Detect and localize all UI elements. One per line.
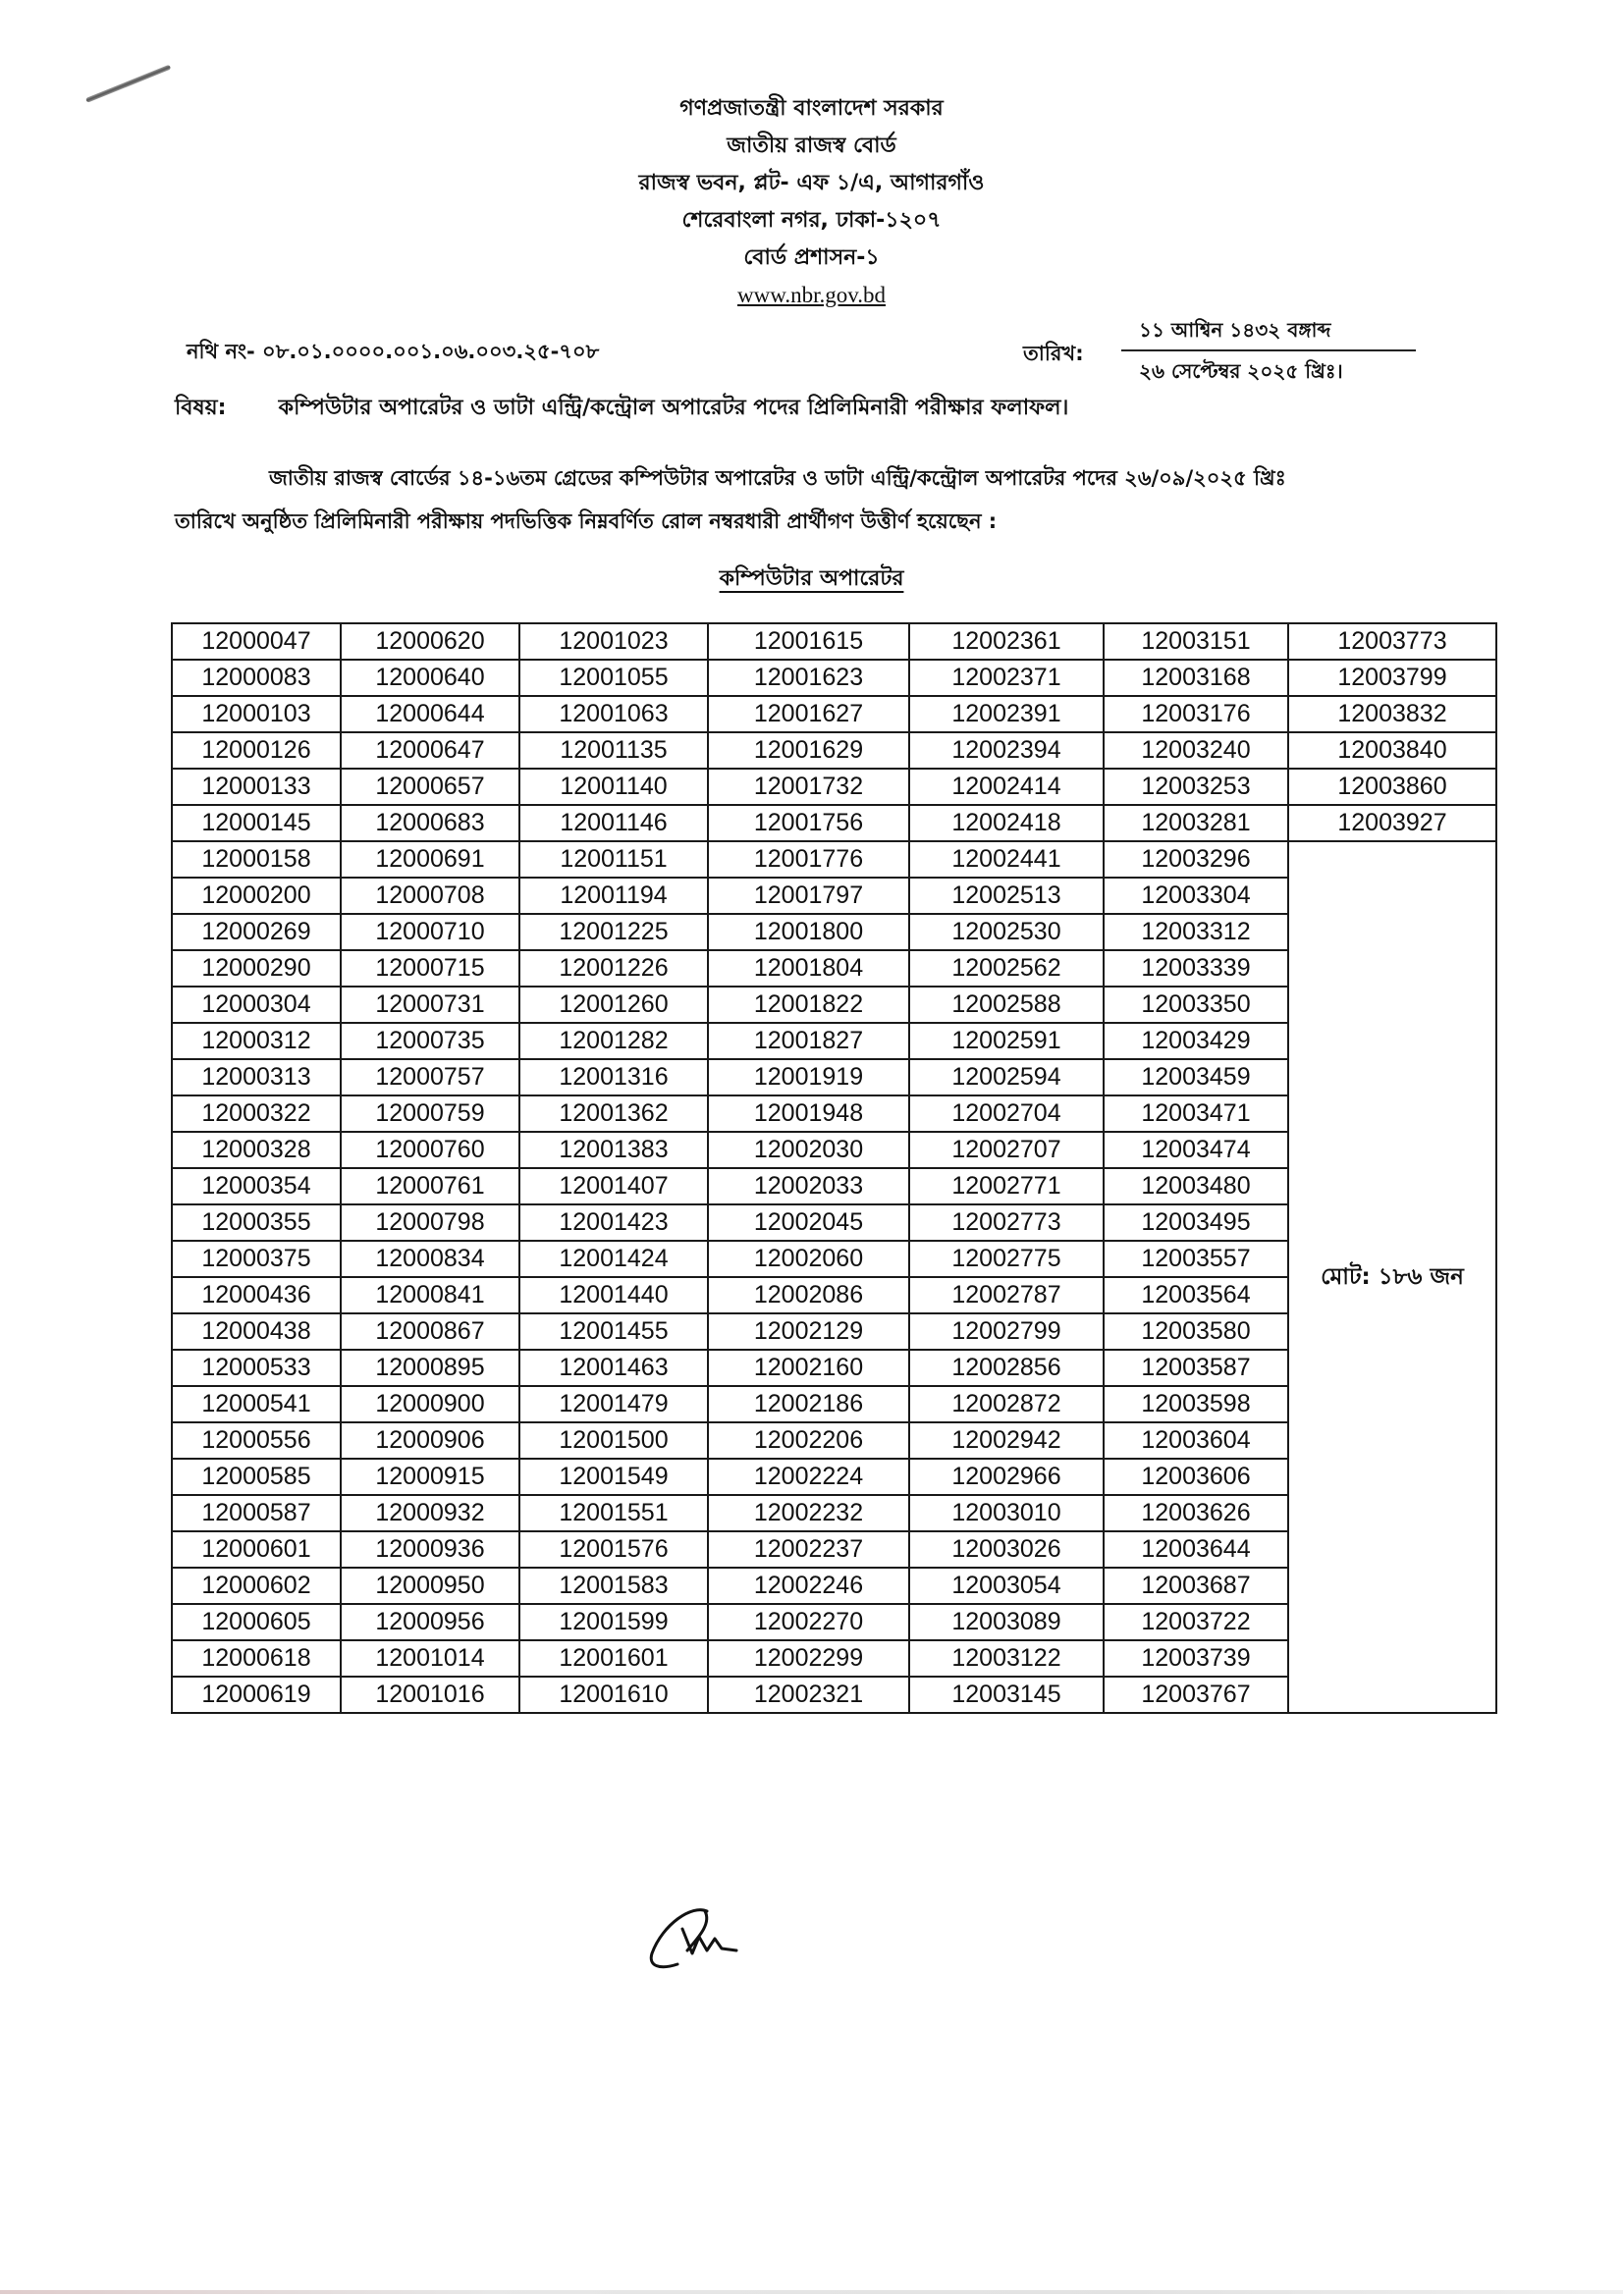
- roll-number-cell: 12003604: [1104, 1422, 1288, 1459]
- roll-number-cell: 12000956: [341, 1604, 519, 1640]
- roll-number-cell: 12001500: [519, 1422, 708, 1459]
- roll-number-cell: 12000313: [172, 1059, 341, 1095]
- roll-number-cell: 12001014: [341, 1640, 519, 1677]
- roll-number-cell: 12000375: [172, 1241, 341, 1277]
- roll-number-cell: 12000618: [172, 1640, 341, 1677]
- table-row: [172, 769, 1496, 805]
- roll-number-cell: 12002246: [708, 1568, 909, 1604]
- roll-number-cell: 12002704: [909, 1095, 1104, 1132]
- roll-number-cell: 12000708: [341, 878, 519, 914]
- roll-number-cell: 12003644: [1104, 1531, 1288, 1568]
- memo-number: নথি নং- ০৮.০১.০০০০.০০১.০৬.০০৩.২৫-৭০৮: [187, 340, 600, 363]
- body-paragraph: [175, 456, 1481, 543]
- roll-number-cell: 12001797: [708, 878, 909, 914]
- roll-number-cell: 12002771: [909, 1168, 1104, 1204]
- roll-number-cell: 12000438: [172, 1313, 341, 1350]
- roll-number-cell: 12002799: [909, 1313, 1104, 1350]
- roll-number-cell: 12001463: [519, 1350, 708, 1386]
- roll-number-cell: 12001627: [708, 696, 909, 732]
- roll-number-cell: 12002441: [909, 841, 1104, 878]
- roll-number-cell: 12001948: [708, 1095, 909, 1132]
- roll-number-cell: 12000640: [341, 660, 519, 696]
- roll-number-cell: 12002773: [909, 1204, 1104, 1241]
- roll-number-cell: 12001194: [519, 878, 708, 914]
- roll-number-cell: 12002418: [909, 805, 1104, 841]
- roll-number-cell: 12000126: [172, 732, 341, 769]
- roll-number-cell: 12001599: [519, 1604, 708, 1640]
- roll-number-cell: 12001016: [341, 1677, 519, 1713]
- roll-number-cell: 12000647: [341, 732, 519, 769]
- roll-number-cell: 12000620: [341, 623, 519, 660]
- roll-number-cell: 12000269: [172, 914, 341, 950]
- roll-number-cell: 12003312: [1104, 914, 1288, 950]
- roll-number-cell: 12000900: [341, 1386, 519, 1422]
- roll-number-cell: 12001146: [519, 805, 708, 841]
- roll-number-cell: 12000585: [172, 1459, 341, 1495]
- roll-number-cell: 12001151: [519, 841, 708, 878]
- roll-number-cell: 12002856: [909, 1350, 1104, 1386]
- table-row: [172, 732, 1496, 769]
- roll-number-cell: 12003471: [1104, 1095, 1288, 1132]
- roll-number-cell: 12000541: [172, 1386, 341, 1422]
- roll-number-cell: 12002186: [708, 1386, 909, 1422]
- roll-number-cell: 12001135: [519, 732, 708, 769]
- roll-number-cell: 12000556: [172, 1422, 341, 1459]
- roll-number-cell: 12002775: [909, 1241, 1104, 1277]
- table-row: [172, 696, 1496, 732]
- roll-number-cell: 12000710: [341, 914, 519, 950]
- roll-number-cell: 12003840: [1288, 732, 1496, 769]
- roll-number-cell: 12000290: [172, 950, 341, 987]
- roll-number-cell: 12002232: [708, 1495, 909, 1531]
- roll-number-cell: 12000605: [172, 1604, 341, 1640]
- roll-number-cell: 12001383: [519, 1132, 708, 1168]
- roll-number-cell: 12000834: [341, 1241, 519, 1277]
- roll-number-cell: 12003474: [1104, 1132, 1288, 1168]
- date-bangla: ১১ আশ্বিন ১৪৩২ বঙ্গাব্দ: [1121, 316, 1416, 351]
- roll-number-cell: 12003054: [909, 1568, 1104, 1604]
- website-link[interactable]: www.nbr.gov.bd: [737, 283, 886, 307]
- roll-number-cell: 12001023: [519, 623, 708, 660]
- roll-number-cell: 12003832: [1288, 696, 1496, 732]
- roll-number-cell: 12002160: [708, 1350, 909, 1386]
- roll-number-cell: 12000757: [341, 1059, 519, 1095]
- roll-number-cell: 12003339: [1104, 950, 1288, 987]
- roll-number-cell: 12000906: [341, 1422, 519, 1459]
- roll-number-cell: 12002033: [708, 1168, 909, 1204]
- roll-number-cell: 12001423: [519, 1204, 708, 1241]
- date-block: [1121, 316, 1416, 390]
- roll-number-cell: 12002045: [708, 1204, 909, 1241]
- roll-number-cell: 12000691: [341, 841, 519, 878]
- roll-number-cell: 12000533: [172, 1350, 341, 1386]
- roll-number-cell: 12000158: [172, 841, 341, 878]
- subject-label: বিষয়:: [175, 396, 227, 420]
- body-line-2: তারিখে অনুষ্ঠিত প্রিলিমিনারী পরীক্ষায় পদভিত্তিক নিম্নবর্ণিত রোল নম্বরধারী প্রার্থীগণ উত্তীর্ণ হয়েছেন :: [175, 509, 998, 533]
- roll-number-cell: 12003240: [1104, 732, 1288, 769]
- roll-number-cell: 12003350: [1104, 987, 1288, 1023]
- roll-number-cell: 12002030: [708, 1132, 909, 1168]
- department-name: বোর্ড প্রশাসন-১: [743, 245, 880, 270]
- roll-number-cell: 12001316: [519, 1059, 708, 1095]
- roll-number-cell: 12000145: [172, 805, 341, 841]
- roll-number-cell: 12001226: [519, 950, 708, 987]
- roll-number-cell: 12001776: [708, 841, 909, 878]
- table-row: [172, 805, 1496, 841]
- roll-number-cell: 12000436: [172, 1277, 341, 1313]
- roll-number-cell: 12002391: [909, 696, 1104, 732]
- roll-number-cell: 12003606: [1104, 1459, 1288, 1495]
- roll-number-cell: 12003122: [909, 1640, 1104, 1677]
- roll-number-cell: 12000950: [341, 1568, 519, 1604]
- roll-number-cell: 12002321: [708, 1677, 909, 1713]
- roll-number-cell: 12001055: [519, 660, 708, 696]
- roll-number-cell: 12003626: [1104, 1495, 1288, 1531]
- roll-number-cell: 12002086: [708, 1277, 909, 1313]
- roll-number-cell: 12000354: [172, 1168, 341, 1204]
- roll-number-cell: 12003557: [1104, 1241, 1288, 1277]
- roll-number-cell: 12000601: [172, 1531, 341, 1568]
- roll-number-cell: 12000915: [341, 1459, 519, 1495]
- roll-number-cell: 12000103: [172, 696, 341, 732]
- roll-number-cell: 12001140: [519, 769, 708, 805]
- roll-number-cell: 12001576: [519, 1531, 708, 1568]
- roll-number-cell: 12003304: [1104, 878, 1288, 914]
- roll-number-cell: 12002942: [909, 1422, 1104, 1459]
- roll-number-cell: 12001479: [519, 1386, 708, 1422]
- roll-number-cell: 12000761: [341, 1168, 519, 1204]
- roll-number-cell: 12002588: [909, 987, 1104, 1023]
- roll-number-cell: 12000047: [172, 623, 341, 660]
- roll-number-cell: 12000731: [341, 987, 519, 1023]
- roll-number-cell: 12002591: [909, 1023, 1104, 1059]
- roll-number-cell: 12002707: [909, 1132, 1104, 1168]
- roll-number-cell: 12000200: [172, 878, 341, 914]
- roll-number-cell: 12002060: [708, 1241, 909, 1277]
- roll-number-cell: 12003281: [1104, 805, 1288, 841]
- roll-number-cell: 12002530: [909, 914, 1104, 950]
- roll-number-cell: 12002513: [909, 878, 1104, 914]
- section-title-text: কম্পিউটার অপারেটর: [719, 566, 904, 591]
- table-row: [172, 660, 1496, 696]
- roll-number-cell: 12003151: [1104, 623, 1288, 660]
- roll-number-cell: 12001732: [708, 769, 909, 805]
- roll-number-cell: 12001756: [708, 805, 909, 841]
- roll-number-cell: 12003459: [1104, 1059, 1288, 1095]
- roll-number-cell: 12003253: [1104, 769, 1288, 805]
- roll-number-cell: 12001440: [519, 1277, 708, 1313]
- roll-number-cell: 12001225: [519, 914, 708, 950]
- roll-number-cell: 12003089: [909, 1604, 1104, 1640]
- roll-number-cell: 12003580: [1104, 1313, 1288, 1350]
- roll-number-cell: 12000328: [172, 1132, 341, 1168]
- roll-number-cell: 12003026: [909, 1531, 1104, 1568]
- roll-number-cell: 12000619: [172, 1677, 341, 1713]
- roll-number-cell: 12001424: [519, 1241, 708, 1277]
- roll-number-cell: 12002371: [909, 660, 1104, 696]
- roll-number-cell: 12000760: [341, 1132, 519, 1168]
- date-label: তারিখ:: [1023, 342, 1084, 365]
- roll-number-cell: 12003168: [1104, 660, 1288, 696]
- roll-number-cell: 12003860: [1288, 769, 1496, 805]
- roll-number-cell: 12000322: [172, 1095, 341, 1132]
- roll-number-cell: 12000304: [172, 987, 341, 1023]
- roll-number-cell: 12000936: [341, 1531, 519, 1568]
- roll-number-cell: 12002787: [909, 1277, 1104, 1313]
- roll-number-cell: 12001455: [519, 1313, 708, 1350]
- roll-number-cell: 12003722: [1104, 1604, 1288, 1640]
- roll-number-cell: 12000355: [172, 1204, 341, 1241]
- roll-number-cell: 12003739: [1104, 1640, 1288, 1677]
- roll-number-cell: 12003587: [1104, 1350, 1288, 1386]
- roll-number-cell: 12002414: [909, 769, 1104, 805]
- table-row: [172, 623, 1496, 660]
- roll-number-cell: 12002562: [909, 950, 1104, 987]
- signature-icon: [638, 1899, 746, 1978]
- body-line-1: জাতীয় রাজস্ব বোর্ডের ১৪-১৬তম গ্রেডের কম্পিউটার অপারেটর ও ডাটা এন্ট্রি/কন্ট্রোল অপারেটর পদের ২৬/০৯/২০২৫ খ্রিঃ: [269, 466, 1286, 490]
- roll-number-cell: 12003773: [1288, 623, 1496, 660]
- roll-number-cell: 12001800: [708, 914, 909, 950]
- roll-number-cell: 12000841: [341, 1277, 519, 1313]
- roll-number-cell: 12000587: [172, 1495, 341, 1531]
- roll-number-cell: 12002206: [708, 1422, 909, 1459]
- scan-edge-line: [0, 2290, 1623, 2294]
- roll-number-cell: 12002872: [909, 1386, 1104, 1422]
- roll-number-cell: 12000715: [341, 950, 519, 987]
- roll-number-cell: 12000644: [341, 696, 519, 732]
- roll-number-cell: 12001610: [519, 1677, 708, 1713]
- roll-number-cell: 12002394: [909, 732, 1104, 769]
- roll-number-cell: 12003598: [1104, 1386, 1288, 1422]
- roll-number-cell: 12003495: [1104, 1204, 1288, 1241]
- roll-number-cell: 12000798: [341, 1204, 519, 1241]
- results-table: [171, 622, 1497, 1714]
- roll-number-cell: 12000932: [341, 1495, 519, 1531]
- roll-number-cell: 12003145: [909, 1677, 1104, 1713]
- roll-number-cell: 12002361: [909, 623, 1104, 660]
- roll-number-cell: 12001804: [708, 950, 909, 987]
- subject-line: [175, 391, 1068, 427]
- roll-number-cell: 12001827: [708, 1023, 909, 1059]
- roll-number-cell: 12003564: [1104, 1277, 1288, 1313]
- roll-number-cell: 12001551: [519, 1495, 708, 1531]
- roll-number-cell: 12000312: [172, 1023, 341, 1059]
- roll-number-cell: 12002224: [708, 1459, 909, 1495]
- roll-number-cell: 12001919: [708, 1059, 909, 1095]
- roll-number-cell: 12000683: [341, 805, 519, 841]
- roll-number-cell: 12001260: [519, 987, 708, 1023]
- total-count: মোট: ১৮৬ জন: [1321, 1263, 1464, 1290]
- table-row: [172, 841, 1496, 878]
- roll-number-cell: 12002594: [909, 1059, 1104, 1095]
- roll-number-cell: 12003176: [1104, 696, 1288, 732]
- roll-number-cell: 12001063: [519, 696, 708, 732]
- roll-number-cell: 12003687: [1104, 1568, 1288, 1604]
- roll-number-cell: 12002237: [708, 1531, 909, 1568]
- roll-number-cell: 12003767: [1104, 1677, 1288, 1713]
- roll-number-cell: 12002270: [708, 1604, 909, 1640]
- address-line-1: রাজস্ব ভবন, প্লট- এফ ১/এ, আগারগাঁও: [638, 171, 985, 195]
- roll-number-cell: 12001629: [708, 732, 909, 769]
- roll-number-cell: 12001615: [708, 623, 909, 660]
- roll-number-cell: 12003296: [1104, 841, 1288, 878]
- letterhead: [0, 90, 1623, 314]
- roll-number-cell: 12003429: [1104, 1023, 1288, 1059]
- roll-number-cell: 12001407: [519, 1168, 708, 1204]
- roll-number-cell: 12000759: [341, 1095, 519, 1132]
- roll-number-cell: 12003010: [909, 1495, 1104, 1531]
- government-name: গণপ্রজাতন্ত্রী বাংলাদেশ সরকার: [679, 96, 944, 121]
- total-count-cell: [1288, 841, 1496, 1713]
- roll-number-cell: 12002299: [708, 1640, 909, 1677]
- section-title: [0, 561, 1623, 598]
- subject-text: কম্পিউটার অপারেটর ও ডাটা এন্ট্রি/কন্ট্রোল অপারেটর পদের প্রিলিমিনারী পরীক্ষার ফলাফল।: [278, 396, 1069, 420]
- address-line-2: শেরেবাংলা নগর, ঢাকা-১২০৭: [681, 208, 942, 233]
- roll-number-cell: 12001583: [519, 1568, 708, 1604]
- roll-number-cell: 12001362: [519, 1095, 708, 1132]
- roll-number-cell: 12000895: [341, 1350, 519, 1386]
- date-gregorian: ২৬ সেপ্টেম্বর ২০২৫ খ্রিঃ।: [1139, 359, 1343, 383]
- roll-number-cell: 12000133: [172, 769, 341, 805]
- roll-number-cell: 12001822: [708, 987, 909, 1023]
- roll-number-cell: 12003799: [1288, 660, 1496, 696]
- roll-number-cell: 12002966: [909, 1459, 1104, 1495]
- roll-number-cell: 12001623: [708, 660, 909, 696]
- roll-number-cell: 12001601: [519, 1640, 708, 1677]
- roll-number-cell: 12000602: [172, 1568, 341, 1604]
- roll-number-cell: 12003480: [1104, 1168, 1288, 1204]
- roll-number-cell: 12003927: [1288, 805, 1496, 841]
- roll-number-cell: 12000083: [172, 660, 341, 696]
- roll-number-cell: 12000735: [341, 1023, 519, 1059]
- roll-number-cell: 12000657: [341, 769, 519, 805]
- organization-name: জাতীয় রাজস্ব বোর্ড: [727, 133, 896, 158]
- roll-number-cell: 12001549: [519, 1459, 708, 1495]
- roll-number-cell: 12002129: [708, 1313, 909, 1350]
- roll-number-cell: 12001282: [519, 1023, 708, 1059]
- roll-number-cell: 12000867: [341, 1313, 519, 1350]
